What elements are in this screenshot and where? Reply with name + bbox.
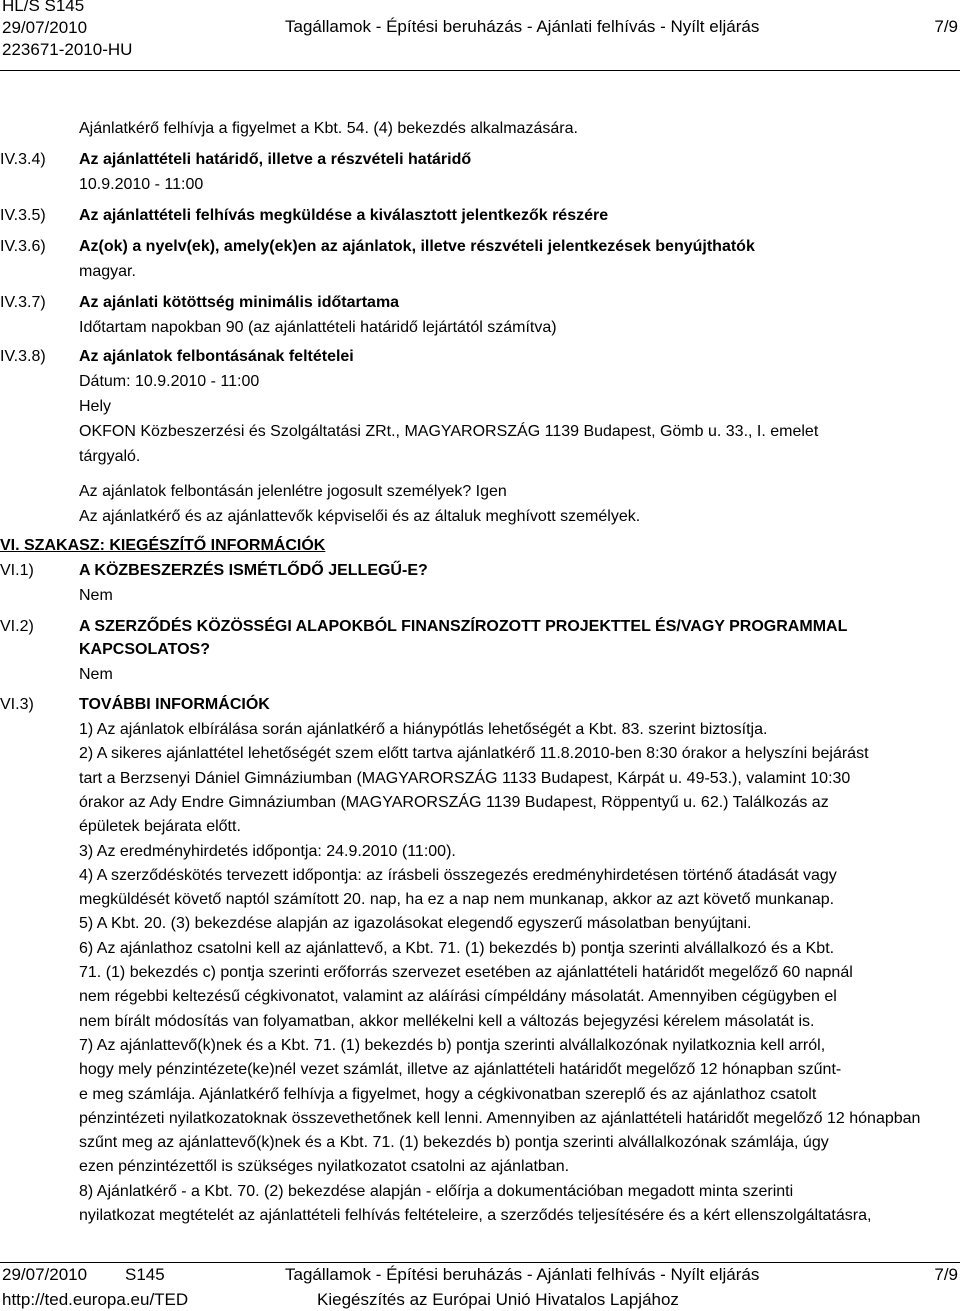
section-value-vi1: Nem [79, 587, 113, 604]
section-heading-iv34: Az ajánlattételi határidő, illetve a részvételi határidő [79, 151, 472, 168]
footer-divider [0, 1262, 960, 1263]
header-doc-id: 223671-2010-HU [2, 40, 133, 59]
header-left [2, 0, 132, 61]
additional-info-line: nem régebbi keltezésű cégkivonatot, valamint az aláírási címpéldány másolatát. Amennyiben cégügyben el [79, 988, 837, 1005]
additional-info-line: épületek bejárata előtt. [79, 818, 241, 835]
additional-info-line: tart a Berzsenyi Dániel Gimnáziumban (MAGYARORSZÁG 1133 Budapest, Kárpát u. 49-53.), valamint 10:30 [79, 770, 851, 787]
additional-info-line: hogy mely pénzintézete(ke)nél vezet számlát, illetve az ajánlattételi határidőt megelőző 12 hónapban szűnt- [79, 1061, 842, 1078]
section-label-vi1: VI.1) [0, 562, 34, 579]
header-divider [0, 70, 960, 71]
additional-info-line: szűnt meg az ajánlattevő(k)nek és a Kbt. 71. (1) bekezdés b) pontja szerinti alvállalkozónak számlája, úgy [79, 1134, 829, 1151]
opening-place-line2: tárgyaló. [79, 448, 141, 465]
section-label-iv36: IV.3.6) [0, 238, 46, 255]
additional-info-line: 7) Az ajánlattevő(k)nek és a Kbt. 71. (1) bekezdés b) pontja szerinti alvállalkozónak nyilatkoznia kell arról, [79, 1037, 826, 1054]
opening-persons: Az ajánlatkérő és az ajánlattevők képviselői és az általuk meghívott személyek. [79, 508, 641, 525]
section-label-vi2: VI.2) [0, 618, 34, 635]
section-label-iv34: IV.3.4) [0, 151, 46, 168]
section-heading-iv38: Az ajánlatok felbontásának feltételei [79, 348, 354, 365]
footer-title: Tagállamok - Építési beruházás - Ajánlati felhívás - Nyílt eljárás [285, 1265, 760, 1284]
footer-publisher: Kiegészítés az Európai Unió Hivatalos Lapjához [317, 1290, 679, 1309]
additional-info-line: pénzintézeti nyilatkozatoknak összevethetőnek kell lenni. Amennyiben az ajánlattételi határidőt megelőző 12 hónapban [79, 1110, 921, 1127]
footer-date: 29/07/2010 [2, 1265, 88, 1284]
section-label-iv37: IV.3.7) [0, 294, 46, 311]
header-page-number: 7/9 [934, 17, 958, 36]
page-header [0, 0, 960, 72]
section-value-iv34: 10.9.2010 - 11:00 [79, 176, 204, 193]
section-value-iv37: Időtartam napokban 90 (az ajánlattételi határidő lejártától számítva) [79, 319, 557, 336]
header-date: 29/07/2010 [2, 18, 88, 37]
section-heading-iv36: Az(ok) a nyelv(ek), amely(ek)en az ajánlatok, illetve részvételi jelentkezések benyújthatók [79, 238, 755, 255]
additional-info-line: 2) A sikeres ajánlattétel lehetőségét szem előtt tartva ajánlatkérő 11.8.2010-ben 8:30 órakor a helyszíni bejárást [79, 745, 869, 762]
header-title: Tagállamok - Építési beruházás - Ajánlati felhívás - Nyílt eljárás [285, 17, 760, 36]
additional-info-line: megküldését követő naptól számított 20. nap, ha ez a nap nem munkanap, akkor az azt követő munkanap. [79, 891, 835, 908]
section-label-iv38: IV.3.8) [0, 348, 46, 365]
additional-info-line: 8) Ajánlatkérő - a Kbt. 70. (2) bekezdése alapján - előírja a dokumentációban megadott minta szerinti [79, 1183, 794, 1200]
section-value-iv36: magyar. [79, 263, 136, 280]
header-doc-code: HL/S S145 [2, 0, 85, 15]
footer-page-number: 7/9 [934, 1265, 958, 1284]
intro-text: Ajánlatkérő felhívja a figyelmet a Kbt. 54. (4) bekezdés alkalmazására. [79, 120, 578, 137]
section-label-iv35: IV.3.5) [0, 207, 46, 224]
additional-info-line: nem bírált módosítás van folyamatban, akkor mellékelni kell a változás bejegyzési kérelem másolatát is. [79, 1013, 815, 1030]
additional-info-line: 1) Az ajánlatok elbírálása során ajánlatkérő a hiánypótlás lehetőségét a Kbt. 83. szerint biztosítja. [79, 721, 768, 738]
section-value-vi2: Nem [79, 666, 113, 683]
section-heading-vi3: TOVÁBBI INFORMÁCIÓK [79, 696, 270, 713]
section-heading-iv35: Az ajánlattételi felhívás megküldése a kiválasztott jelentkezők részére [79, 207, 609, 224]
section-heading-iv37: Az ajánlati kötöttség minimális időtartama [79, 294, 400, 311]
section-vi-title: VI. SZAKASZ: KIEGÉSZÍTŐ INFORMÁCIÓK [0, 537, 326, 554]
section-label-vi3: VI.3) [0, 696, 34, 713]
opening-date: Dátum: 10.9.2010 - 11:00 [79, 373, 260, 390]
additional-info-line: 3) Az eredményhirdetés időpontja: 24.9.2010 (11:00). [79, 843, 456, 860]
additional-info-line: nyilatkozat megtételét az ajánlattételi felhívás feltételeire, a szerződés teljesítésére és a kért ellenszolgáltatásra, [79, 1207, 872, 1224]
footer-series: S145 [125, 1265, 165, 1284]
section-heading-vi1: A KÖZBESZERZÉS ISMÉTLŐDŐ JELLEGŰ-E? [79, 562, 428, 579]
opening-place-line1: OKFON Közbeszerzési és Szolgáltatási ZRt., MAGYARORSZÁG 1139 Budapest, Gömb u. 33., I. emelet [79, 423, 819, 440]
additional-info-line: 6) Az ajánlathoz csatolni kell az ajánlattevő, a Kbt. 71. (1) bekezdés b) pontja szerinti alvállalkozó és a Kbt. [79, 940, 835, 957]
additional-info-line: ezen pénzintézettől is szükséges nyilatkozatot csatolni az ajánlatban. [79, 1158, 570, 1175]
opening-persons-question: Az ajánlatok felbontásán jelenlétre jogosult személyek? Igen [79, 483, 507, 500]
section-heading-vi2-line1: A SZERZŐDÉS KÖZÖSSÉGI ALAPOKBÓL FINANSZÍROZOTT PROJEKTTEL ÉS/VAGY PROGRAMMAL [79, 618, 848, 635]
additional-info-line: 5) A Kbt. 20. (3) bekezdése alapján az igazolásokat elegendő egyszerű másolatban benyújtani. [79, 915, 752, 932]
additional-info-line: órakor az Ady Endre Gimnáziumban (MAGYARORSZÁG 1139 Budapest, Röppentyű u. 62.) Találkozás az [79, 794, 829, 811]
footer-url[interactable]: http://ted.europa.eu/TED [2, 1290, 189, 1309]
additional-info-line: 71. (1) bekezdés c) pontja szerinti erőforrás szervezet esetében az ajánlattételi határidőt megelőző 60 napnál [79, 964, 853, 981]
opening-place-label: Hely [79, 398, 112, 415]
section-heading-vi2-line2: KAPCSOLATOS? [79, 641, 210, 658]
additional-info-line: e meg számlája. Ajánlatkérő felhívja a figyelmet, hogy a cégkivonatban szereplő és az ajánlathoz csatolt [79, 1086, 817, 1103]
additional-info-line: 4) A szerződéskötés tervezett időpontja: az írásbeli összegezés eredményhirdetésen történő átadását vagy [79, 867, 837, 884]
